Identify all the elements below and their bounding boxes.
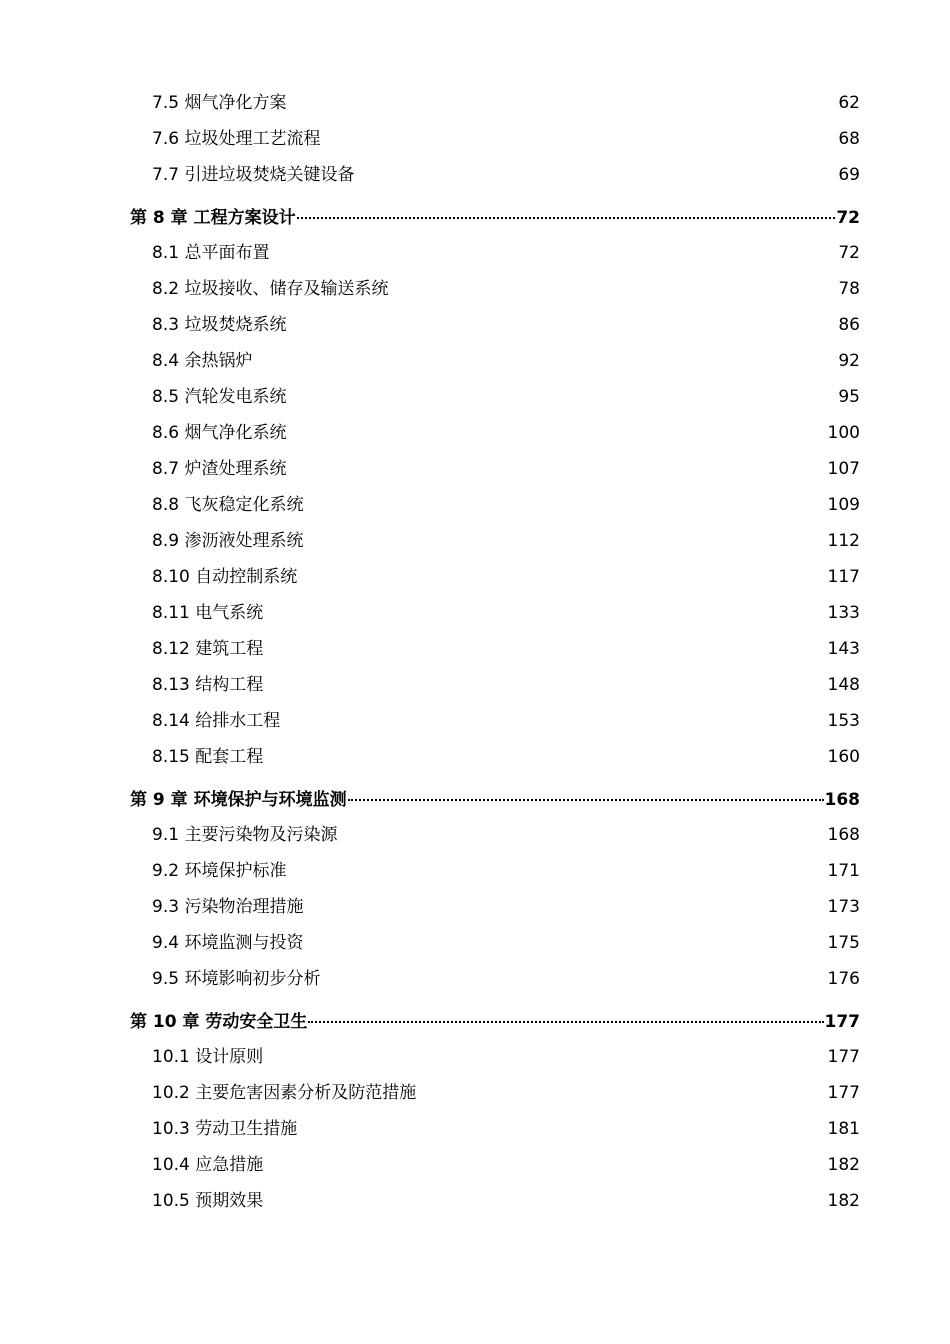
toc-section-entry[interactable] [130,307,860,343]
toc-entry-title: 环境保护与环境监测 [193,790,347,810]
toc-entry-number: 第 10 章 [130,1012,206,1032]
toc-section-entry[interactable] [130,1039,860,1075]
toc-entry-page-number: 175 [827,933,860,953]
toc-entry-number: 7.5 [152,93,185,113]
toc-entry-page-number: 171 [827,861,860,881]
toc-entry-number: 10.1 [152,1047,196,1067]
toc-entry-number: 8.4 [152,351,185,371]
toc-entry-number: 9.4 [152,933,185,953]
toc-chapter-entry[interactable] [130,201,860,235]
toc-entry-page-number: 100 [827,423,860,443]
toc-entry-number: 第 8 章 [130,208,194,228]
toc-entry-title: 环境保护标准 [184,861,287,881]
toc-entry-page-number: 143 [827,639,860,659]
toc-entry-page-number: 176 [827,969,860,989]
toc-entry-number: 8.3 [152,315,185,335]
toc-entry-title: 电气系统 [195,603,264,623]
toc-entry-number: 8.12 [152,639,196,659]
toc-section-entry[interactable] [130,343,860,379]
toc-section-entry[interactable] [130,487,860,523]
toc-entry-title: 余热锅炉 [184,351,253,371]
toc-entry-title: 主要危害因素分析及防范措施 [195,1083,417,1103]
toc-chapter-entry[interactable] [130,783,860,817]
toc-entry-title: 劳动安全卫生 [205,1012,308,1032]
toc-entry-title: 飞灰稳定化系统 [184,495,304,515]
toc-section-entry[interactable] [130,523,860,559]
toc-section-entry[interactable] [130,889,860,925]
toc-entry-number: 8.2 [152,279,185,299]
toc-entry-number: 7.6 [152,129,185,149]
toc-entry-page-number: 117 [827,567,860,587]
toc-entry-number: 8.1 [152,243,185,263]
toc-entry-number: 8.10 [152,567,196,587]
toc-section-entry[interactable] [130,817,860,853]
toc-entry-title: 垃圾接收、储存及输送系统 [184,279,389,299]
toc-section-entry[interactable] [130,631,860,667]
toc-entry-title: 预期效果 [195,1191,264,1211]
toc-entry-title: 设计原则 [195,1047,264,1067]
toc-entry-number: 第 9 章 [130,790,194,810]
toc-entry-number: 8.14 [152,711,196,731]
toc-section-entry[interactable] [130,1075,860,1111]
toc-entry-title: 工程方案设计 [193,208,296,228]
toc-entry-page-number: 78 [838,279,860,299]
toc-entry-title: 环境监测与投资 [184,933,304,953]
toc-section-entry[interactable] [130,1111,860,1147]
toc-entry-number: 10.2 [152,1083,196,1103]
toc-entry-number: 8.7 [152,459,185,479]
toc-entry-page-number: 177 [827,1083,860,1103]
toc-section-entry[interactable] [130,157,860,193]
toc-section-entry[interactable] [130,961,860,997]
toc-entry-page-number: 86 [838,315,860,335]
toc-entry-title: 环境影响初步分析 [184,969,321,989]
toc-entry-page-number: 181 [827,1119,860,1139]
toc-entry-number: 8.11 [152,603,196,623]
toc-entry-number: 8.8 [152,495,185,515]
toc-section-entry[interactable] [130,235,860,271]
toc-entry-title: 给排水工程 [195,711,281,731]
toc-entry-page-number: 62 [838,93,860,113]
dot-leader [308,1021,823,1023]
toc-entry-title: 烟气净化系统 [184,423,287,443]
toc-entry-number: 8.15 [152,747,196,767]
toc-entry-number: 9.5 [152,969,185,989]
toc-section-entry[interactable] [130,925,860,961]
toc-section-entry[interactable] [130,739,860,775]
toc-entry-title: 污染物治理措施 [184,897,304,917]
toc-section-entry[interactable] [130,703,860,739]
toc-section-entry[interactable] [130,271,860,307]
toc-entry-title: 劳动卫生措施 [195,1119,298,1139]
toc-entry-number: 8.13 [152,675,196,695]
toc-entry-title: 渗沥液处理系统 [184,531,304,551]
toc-entry-title: 建筑工程 [195,639,264,659]
toc-section-entry[interactable] [130,379,860,415]
toc-entry-title: 自动控制系统 [195,567,298,587]
toc-entry-title: 垃圾处理工艺流程 [184,129,321,149]
toc-section-entry[interactable] [130,1147,860,1183]
toc-entry-number: 10.4 [152,1155,196,1175]
toc-entry-page-number: 72 [838,243,860,263]
toc-section-entry[interactable] [130,415,860,451]
toc-entry-number: 8.6 [152,423,185,443]
toc-entry-page-number: 160 [827,747,860,767]
toc-entry-title: 垃圾焚烧系统 [184,315,287,335]
toc-entry-page-number: 112 [827,531,860,551]
table-of-contents [130,85,860,1219]
toc-entry-number: 10.5 [152,1191,196,1211]
toc-entry-title: 引进垃圾焚烧关键设备 [184,165,355,185]
toc-entry-number: 8.5 [152,387,185,407]
toc-entry-number: 7.7 [152,165,185,185]
toc-entry-title: 应急措施 [195,1155,264,1175]
toc-entry-number: 8.9 [152,531,185,551]
toc-section-entry[interactable] [130,451,860,487]
toc-entry-number: 9.3 [152,897,185,917]
toc-entry-title: 主要污染物及污染源 [184,825,338,845]
toc-entry-title: 总平面布置 [184,243,270,263]
toc-entry-title: 配套工程 [195,747,264,767]
toc-section-entry[interactable] [130,595,860,631]
toc-entry-page-number: 168 [824,790,860,810]
dot-leader [348,799,824,801]
toc-entry-page-number: 173 [827,897,860,917]
toc-entry-page-number: 69 [838,165,860,185]
toc-chapter-entry[interactable] [130,1005,860,1039]
toc-entry-page-number: 68 [838,129,860,149]
toc-section-entry[interactable] [130,121,860,157]
toc-section-entry[interactable] [130,853,860,889]
toc-entry-page-number: 153 [827,711,860,731]
toc-entry-page-number: 95 [838,387,860,407]
toc-entry-page-number: 177 [827,1047,860,1067]
toc-entry-page-number: 72 [836,208,860,228]
toc-section-entry[interactable] [130,667,860,703]
toc-entry-page-number: 107 [827,459,860,479]
toc-section-entry[interactable] [130,1183,860,1219]
toc-entry-number: 9.1 [152,825,185,845]
toc-entry-title: 结构工程 [195,675,264,695]
toc-entry-page-number: 182 [827,1155,860,1175]
toc-entry-number: 10.3 [152,1119,196,1139]
toc-entry-title: 炉渣处理系统 [184,459,287,479]
toc-entry-title: 汽轮发电系统 [184,387,287,407]
dot-leader [297,217,836,219]
toc-entry-page-number: 109 [827,495,860,515]
toc-section-entry[interactable] [130,85,860,121]
toc-entry-page-number: 133 [827,603,860,623]
toc-entry-page-number: 177 [824,1012,860,1032]
toc-section-entry[interactable] [130,559,860,595]
toc-entry-number: 9.2 [152,861,185,881]
toc-entry-title: 烟气净化方案 [184,93,287,113]
toc-entry-page-number: 182 [827,1191,860,1211]
toc-entry-page-number: 148 [827,675,860,695]
toc-entry-page-number: 92 [838,351,860,371]
toc-entry-page-number: 168 [827,825,860,845]
